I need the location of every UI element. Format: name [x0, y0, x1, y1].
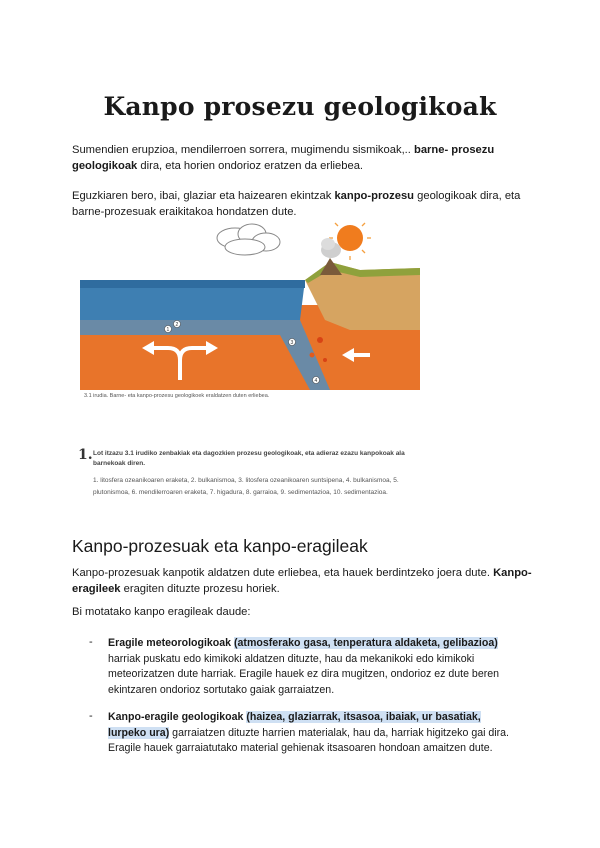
- exercise-answer: 1. litosfera ozeanikoaren eraketa, 2. bulkanismoa, 3. litosfera ozeanikoaren suntsipena, 4. bulkanismoa, 5. plutonismoa, 6. mendilerroaren eraketa, 7. higadura, 8. garraioa, 9. sedimentazioa, 10. sedimentazioa.: [93, 477, 399, 496]
- section-paragraph: Kanpo-prozesuak kanpotik aldatzen dute erliebea, eta hauek berdintzeko joera dute. Kanpo- eragileek eragiten dituzte prozesu horiek.: [72, 567, 532, 595]
- bullet-dash: -: [89, 636, 93, 648]
- figure-caption: 3.1 irudia. Barne- eta kanpo-prozesu geologikoek eraldatzen duten erliebea.: [84, 393, 270, 399]
- bullet-text: Kanpo-eragile geologikoak (haizea, glaziarrak, itsasoa, ibaiak, ur basatiak, lurpeko ura) garraiatzen dituzte harrien materialak, hau da, harriak higitzeko gai dira. Eragile hauek garraiatutako material gehienak itsasoaren hondoan amaitzen dute.: [108, 711, 510, 754]
- intro-paragraph: Sumendien erupzioa, mendilerroen sorrera, mugimendu sismikoak,.. barne- prosezu geologikoak dira, eta horien ondorioz eratzen da erliebea.: [72, 144, 495, 172]
- plate-tectonics-illustration: [80, 220, 420, 395]
- exercise-question: Lot itzazu 3.1 irudiko zenbakiak eta dagozkien prozesu geologikoak, eta adieraz ezazu kanpokoak ala barnekoak diren.: [93, 450, 405, 467]
- figure-label: 3: [290, 340, 294, 346]
- exercise-number: 1.: [78, 447, 93, 463]
- figure-label: 1: [166, 327, 170, 333]
- figure-label: 2: [175, 322, 179, 328]
- bullet-text: Eragile meteorologikoak (atmosferako gasa, tenperatura aldaketa, gelibazioa) harriak puskatu edo kimikoki aldatzen dituzte, hau da mekanikoki edo kimikoki meteorizatzen dute harriak. Eragile hauek ez dira mugitzen, ondorioz ez dute beren ekintzaren ondorioz sortutako gaiak garraiatzen.: [108, 637, 500, 696]
- types-intro: Bi motatako kanpo eragileak daude:: [72, 606, 251, 618]
- figure-label: 4: [314, 378, 318, 384]
- external-process-paragraph: Eguzkiaren bero, ibai, glaziar eta haizearen ekintzak kanpo-prozesu geologikoak dira, eta barne-prozesuak eraikitakoa hondatzen dute.: [72, 190, 521, 218]
- geology-figure: [80, 220, 420, 420]
- page-title: Kanpo prosezu geologikoak: [103, 92, 497, 121]
- cloud-icon: [217, 224, 280, 255]
- bullet-dash: -: [89, 710, 93, 722]
- section-heading: Kanpo-prozesuak eta kanpo-eragileak: [72, 536, 368, 556]
